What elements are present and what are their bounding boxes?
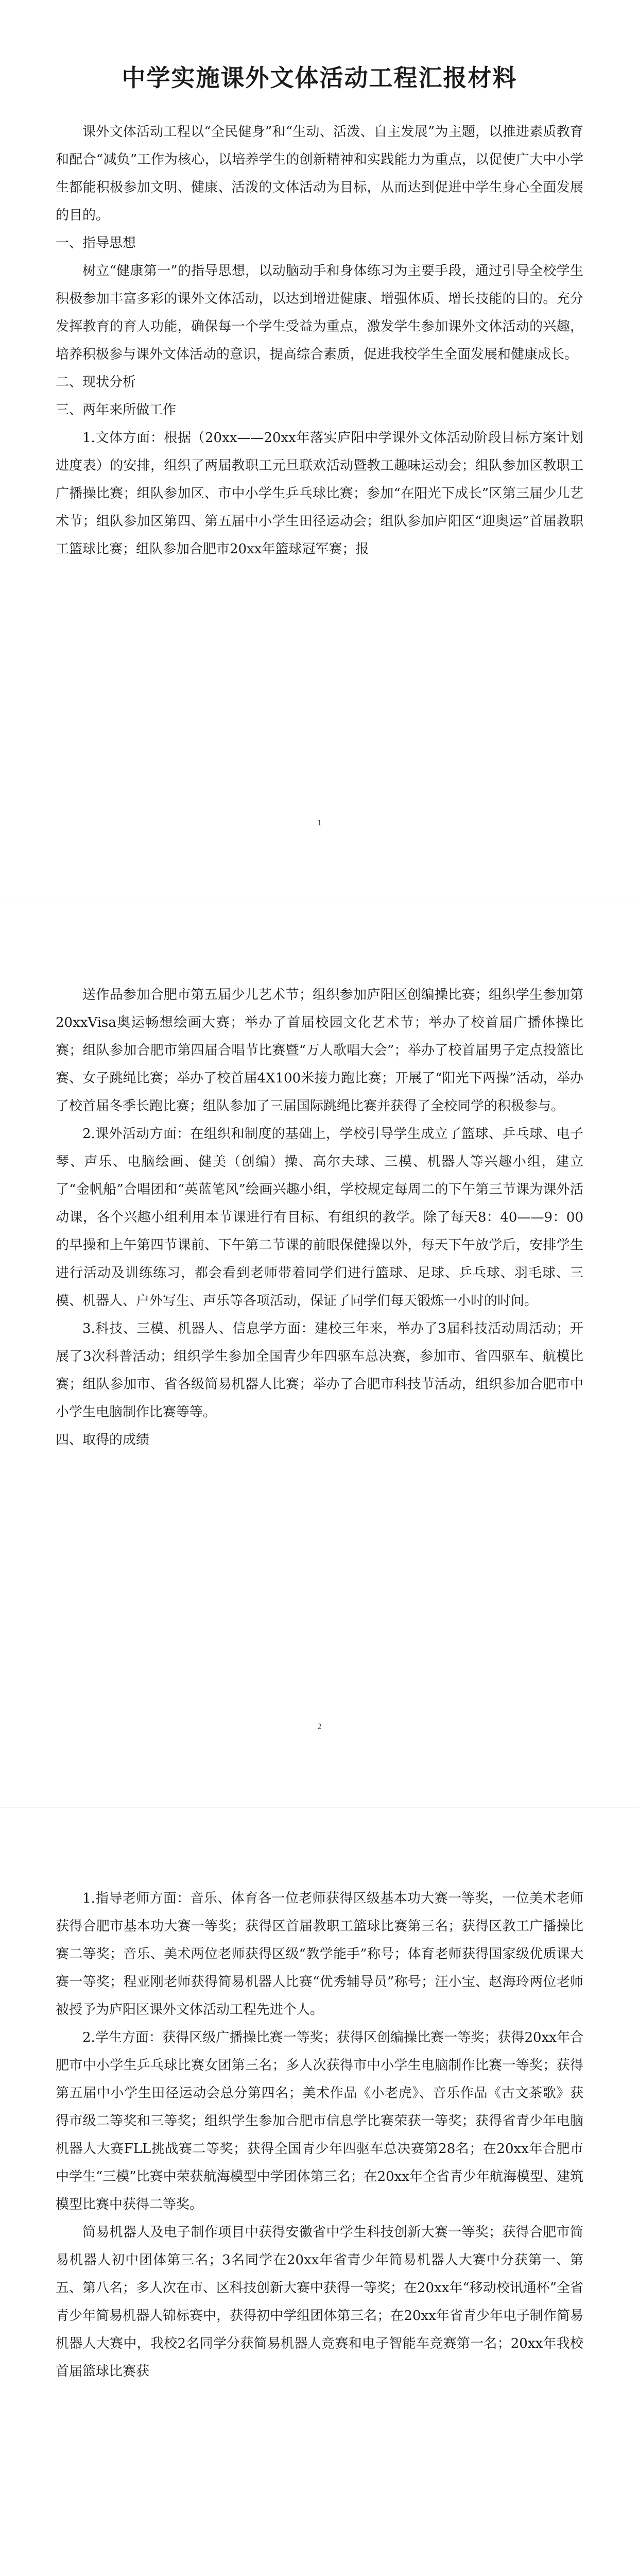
- body-paragraph: 2.学生方面：获得区级广播操比赛一等奖；获得区创编操比赛一等奖；获得20xx年合肥市中小学生乒乓球比赛女团第三名；多人次获得市中小学生电脑制作比赛一等奖；获得第五届中小学生田径运动会总分第四名；美术作品《小老虎》、音乐作品《古文茶歌》获得市级二等奖和三等奖；组织学生参加合肥市信息学比赛荣获一等奖；获得省青少年电脑机器人大赛FLL挑战赛二等奖；获得全国青少年四驱车总决赛第28名；在20xx年合肥市中学生“三模”比赛中荣获航海模型中学团体第三名；在20xx年全省青少年航海模型、建筑模型比赛中获得二等奖。: [56, 2030, 583, 2212]
- section-heading: 二、现状分析: [56, 375, 136, 390]
- page-number: 2: [317, 1723, 322, 1731]
- body-paragraph: 1.指导老师方面：音乐、体育各一位老师获得区级基本功大赛一等奖，一位美术老师获得合肥市基本功大赛一等奖；获得区首届教职工篮球比赛第三名；获得区教工广播操比赛二等奖；音乐、美术两位老师获得区级“教学能手”称号；体育老师获得国家级优质课大赛一等奖；程亚刚老师获得简易机器人比赛“优秀辅导员”称号；汪小宝、赵海玲两位老师被授予为庐阳区课外文体活动工程先进个人。: [56, 1891, 583, 2018]
- section-heading: 三、两年来所做工作: [56, 402, 177, 418]
- document-title: 中学实施课外文体活动工程汇报材料: [122, 64, 517, 92]
- body-paragraph: 3.科技、三模、机器人、信息学方面：建校三年来，举办了3届科技活动周活动；开展了3次科普活动；组织学生参加全国青少年四驱车总决赛，参加市、省四驱车、航模比赛；组队参加市、省各级简易机器人比赛；举办了合肥市科技节活动，组织参加合肥市中小学生电脑制作比赛等等。: [56, 1321, 583, 1420]
- body-paragraph: 简易机器人及电子制作项目中获得安徽省中学生科技创新大赛一等奖；获得合肥市简易机器人初中团体第三名；3名同学在20xx年省青少年简易机器人大赛中分获第一、第五、第八名；多人次在市、区科技创新大赛中获得一等奖；在20xx年“移动校讯通杯”全省青少年简易机器人锦标赛中，获得初中学组团体第三名；在20xx年省青少年电子制作简易机器人大赛中，我校2名同学分获简易机器人竞赛和电子智能车竞赛第一名；20xx年我校首届篮球比赛获: [56, 2225, 583, 2379]
- page-number: 1: [317, 819, 322, 827]
- body-paragraph: 树立“健康第一”的指导思想，以动脑动手和身体练习为主要手段，通过引导全校学生积极参加丰富多彩的课外文体活动，以达到增进健康、增强体质、增长技能的目的。充分发挥教育的育人功能，确保每一个学生受益为重点，激发学生参加课外文体活动的兴趣，培养积极参与课外文体活动的意识，提高综合素质，促进我校学生全面发展和健康成长。: [56, 263, 583, 362]
- page-content: [56, 1885, 583, 2385]
- body-paragraph: 2.课外活动方面：在组织和制度的基础上，学校引导学生成立了篮球、乒乓球、电子琴、声乐、电脑绘画、健美（创编）操、高尔夫球、三模、机器人等兴趣小组，建立了“金帆船”合唱团和“英蓝笔风”绘画兴趣小组，学校规定每周二的下午第三节课为课外活动课，各个兴趣小组利用本节课进行有目标、有组织的教学。除了每天8：40——9：00的早操和上午第四节课前、下午第二节课的前眼保健操以外，每天下午放学后，安排学生进行活动及训练练习，都会看到老师带着同学们进行篮球、足球、乒乓球、羽毛球、三模、机器人、户外写生、声乐等各项活动，保证了同学们每天锻炼一小时的时间。: [56, 1126, 583, 1309]
- document-page: [0, 0, 639, 904]
- section-heading: 四、取得的成绩: [56, 1432, 150, 1448]
- page-separator: [0, 1807, 639, 1808]
- body-paragraph: 1.文体方面：根据（20xx——20xx年落实庐阳中学课外文体活动阶段目标方案计划进度表）的安排，组织了两届教职工元旦联欢活动暨教工趣味运动会；组队参加区教职工广播操比赛；组队参加区、市中小学生乒乓球比赛；参加“在阳光下成长”区第三届少儿艺术节；组队参加区第四、第五届中小学生田径运动会；组队参加庐阳区“迎奥运”首届教职工篮球比赛；组队参加合肥市20xx年篮球冠军赛；报: [56, 430, 583, 557]
- page-content: [56, 36, 583, 563]
- body-paragraph: 课外文体活动工程以“全民健身”和“生动、活泼、自主发展”为主题，以推进素质教育和配合“减负”工作为核心，以培养学生的创新精神和实践能力为重点，以促使广大中小学生都能积极参加文明、健康、活泼的文体活动为目标，从而达到促进中学生身心全面发展的目的。: [56, 124, 583, 223]
- section-heading: 一、指导思想: [56, 235, 136, 251]
- body-paragraph: 送作品参加合肥市第五届少儿艺术节；组织参加庐阳区创编操比赛；组织学生参加第20xxVisa奥运畅想绘画大赛；举办了首届校园文化艺术节；举办了校首届广播体操比赛；组队参加合肥市第四届合唱节比赛暨“万人歌唱大会”；举办了校首届男子定点投篮比赛、女子跳绳比赛；举办了校首届4X100米接力跑比赛；开展了“阳光下两操”活动，举办了校首届冬季长跑比赛；组队参加了三届国际跳绳比赛并获得了全校同学的积极参与。: [56, 987, 583, 1114]
- document-page: [0, 1807, 639, 2576]
- page-content: [56, 981, 583, 1454]
- document-page: [0, 904, 639, 1807]
